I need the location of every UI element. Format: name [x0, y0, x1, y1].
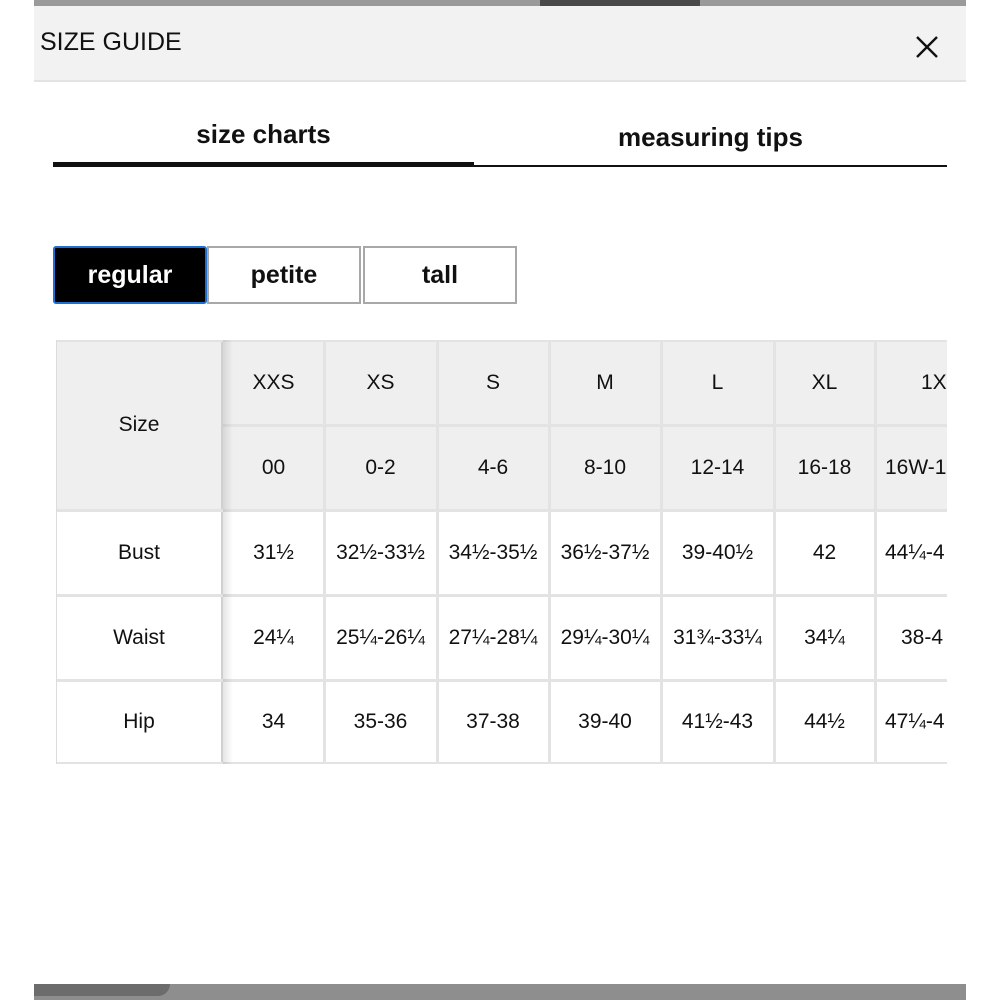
- numeric-size-header: 8-10: [549, 425, 661, 510]
- table-grid-line: [223, 424, 947, 427]
- letter-size-header: 1X: [875, 340, 947, 425]
- fit-regular-button[interactable]: regular: [53, 246, 207, 304]
- size-header-cell: Size: [57, 340, 223, 510]
- size-guide-tabs: [53, 106, 947, 168]
- letter-size-header: XL: [774, 340, 875, 425]
- table-cell: 39-40½: [661, 510, 774, 595]
- table-cell: 36½-37½: [549, 510, 661, 595]
- table-cell: 32½-33½: [324, 510, 437, 595]
- letter-size-header: XS: [324, 340, 437, 425]
- modal-title: SIZE GUIDE: [40, 28, 182, 56]
- table-grid-line: [57, 340, 947, 342]
- table-cell: 34: [223, 680, 324, 764]
- table-cell: 35-36: [324, 680, 437, 764]
- table-cell: 34½-35½: [437, 510, 549, 595]
- table-grid-line: [660, 340, 663, 764]
- letter-size-header: M: [549, 340, 661, 425]
- fit-petite-button[interactable]: petite: [207, 246, 361, 304]
- table-grid-line: [57, 594, 947, 597]
- table-grid-line: [874, 340, 877, 764]
- table-cell: 27¼-28¼: [437, 595, 549, 680]
- tab-size-charts[interactable]: size charts: [53, 106, 474, 167]
- table-cell: 31¾-33¼: [661, 595, 774, 680]
- row-label-waist: Waist: [57, 595, 223, 680]
- table-cell: 44½: [774, 680, 875, 764]
- table-grid-line: [323, 340, 326, 764]
- table-cell: 44¼-4: [875, 510, 947, 595]
- table-grid-line: [436, 340, 439, 764]
- table-grid-line: [57, 509, 947, 512]
- numeric-size-header: 16-18: [774, 425, 875, 510]
- row-label-bust: Bust: [57, 510, 223, 595]
- close-icon[interactable]: [912, 32, 942, 62]
- numeric-size-header: 16W-1: [875, 425, 947, 510]
- row-label-hip: Hip: [57, 680, 223, 764]
- numeric-size-header: 0-2: [324, 425, 437, 510]
- table-grid-line: [57, 679, 947, 682]
- table-cell: 24¼: [223, 595, 324, 680]
- table-grid-line: [57, 762, 947, 764]
- table-grid-line: [773, 340, 776, 764]
- table-grid-line: [548, 340, 551, 764]
- table-cell: 47¼-4: [875, 680, 947, 764]
- letter-size-header: S: [437, 340, 549, 425]
- table-cell: 42: [774, 510, 875, 595]
- table-cell: 41½-43: [661, 680, 774, 764]
- numeric-size-header: 12-14: [661, 425, 774, 510]
- numeric-size-header: 00: [223, 425, 324, 510]
- table-cell: 29¼-30¼: [549, 595, 661, 680]
- backdrop-bottom-bar: [34, 984, 966, 1000]
- table-cell: 38-4: [875, 595, 947, 680]
- size-chart-table[interactable]: [56, 340, 947, 764]
- numeric-size-header: 4-6: [437, 425, 549, 510]
- table-cell: 39-40: [549, 680, 661, 764]
- table-cell: 34¼: [774, 595, 875, 680]
- table-cell: 25¼-26¼: [324, 595, 437, 680]
- fit-tall-button[interactable]: tall: [363, 246, 517, 304]
- table-cell: 37-38: [437, 680, 549, 764]
- size-guide-modal: [34, 6, 966, 984]
- letter-size-header: XXS: [223, 340, 324, 425]
- modal-header: [34, 6, 966, 82]
- tab-measuring-tips[interactable]: measuring tips: [474, 109, 947, 167]
- backdrop-bottom-fragment: [34, 984, 170, 996]
- table-cell: 31½: [223, 510, 324, 595]
- letter-size-header: L: [661, 340, 774, 425]
